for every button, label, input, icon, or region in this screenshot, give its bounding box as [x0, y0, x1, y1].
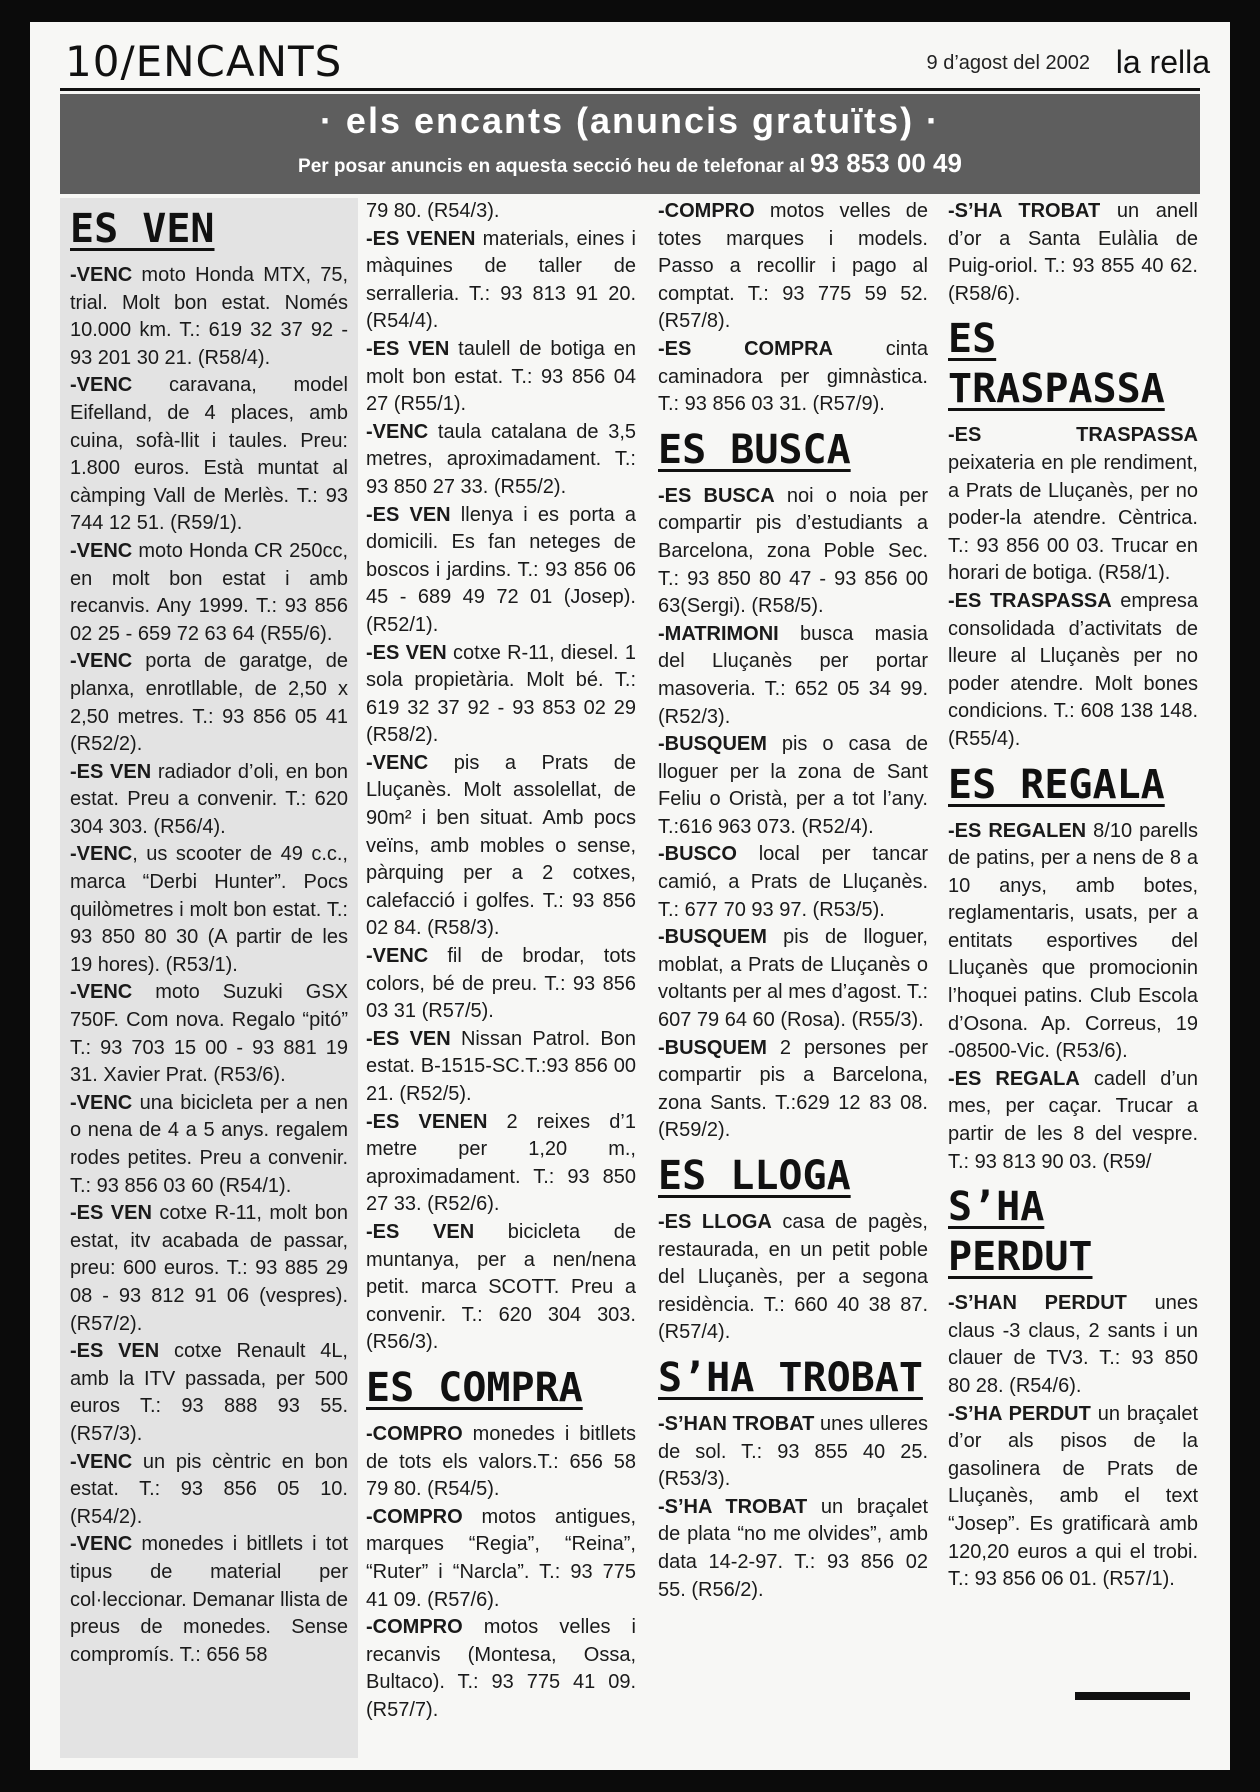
ad-text: cotxe Renault 4L, amb la ITV passada, per 500 euros T.: 93 888 93 55. (R57/3). [70, 1340, 348, 1445]
ad-text: pis de lloguer, moblat, a Prats de Lluçanès o voltants per al mes d’agost. T.: 607 79 64 60 (Rosa). (R55/3). [658, 926, 928, 1032]
classified-ad [366, 1421, 636, 1504]
ad-keyword: -VENC [70, 374, 133, 397]
classified-ad [366, 640, 636, 750]
publication-name: la rella [1115, 44, 1210, 80]
ad-keyword: -VENC [70, 843, 133, 866]
ad-text: cinta caminadora per gimnàstica. T.: 93 856 03 31. (R57/9). [658, 337, 928, 416]
ad-text: motos velles i recanvis (Montesa, Ossa, Bultaco). T.: 93 775 41 09.(R57/7). [366, 1616, 636, 1721]
ad-keyword: -ES VEN [366, 641, 447, 664]
classified-ad [948, 198, 1198, 308]
ad-keyword: -ES VEN [366, 337, 450, 360]
ad-text: porta de garatge, de planxa, enrotllable, de 2,50 x 2,50 metres. T.: 93 856 05 41 (R52/2). [70, 650, 348, 756]
header-rule [60, 88, 1200, 91]
ad-keyword: -VENC [70, 650, 133, 673]
classified-ad [70, 841, 348, 979]
classified-ad [366, 1026, 636, 1109]
ad-keyword: -COMPRO [658, 200, 755, 222]
ad-list [366, 198, 636, 1357]
section-heading-text: S’HA PERDUT [948, 1184, 1093, 1281]
ad-text: pis o casa de lloguer per la zona de Sant Feliu o Oristà, per a tot l’any. T.:616 963 073. (R52/4). [658, 733, 928, 838]
ad-text: fil de brodar, tots colors, bé de preu. T.: 93 856 03 31 (R57/5). [366, 945, 636, 1023]
classified-ad [70, 759, 348, 842]
ad-keyword: -S’HA TROBAT [658, 1495, 808, 1518]
section-heading-es-regala [948, 760, 1198, 810]
ad-text: Nissan Patrol. Bon estat. B-1515-SC.T.:93 856 00 21. (R52/5). [366, 1027, 636, 1105]
ad-text: un anell d’or a Santa Eulàlia de Puig-oriol. T.: 93 855 40 62. (R58/6). [948, 200, 1198, 305]
ad-text: empresa consolidada d’activitats de lleure al Lluçanès per no poder atendre. Molt bones condicions. T.: 608 138 148. (R55/4). [948, 589, 1199, 750]
ad-keyword: -ES TRASPASSA [948, 424, 1198, 447]
ad-keyword: -S’HA TROBAT [948, 200, 1101, 222]
banner-title: · els encants (anuncis gratuïts) · [319, 100, 941, 141]
classified-ad [658, 841, 928, 924]
classified-ad [366, 419, 636, 502]
classified-ad [70, 1531, 348, 1669]
classified-ad [70, 262, 348, 372]
ad-keyword: -ES VENEN [366, 227, 476, 250]
banner-subtitle [60, 148, 1200, 179]
ad-list [658, 483, 928, 1145]
section-heading-text: ES COMPRA [366, 1364, 583, 1411]
ad-keyword: -ES REGALEN [948, 819, 1087, 842]
classifieds-columns [60, 198, 1200, 1758]
classified-ad [366, 198, 636, 226]
ad-text: caravana, model Eifelland, de 4 places, amb cuina, sofà-llit i taules. Preu: 1.800 euros. Està muntat al càmping Vall de Merlès. T.: 93 744 12 51. (R59/1). [70, 374, 348, 535]
classified-ad [366, 750, 636, 943]
ad-text: moto Honda CR 250cc, en molt bon estat i amb recanvis. Any 1999. T.: 93 856 02 25 - 659 72 63 64 (R55/6). [70, 539, 348, 645]
classified-ad [948, 1066, 1198, 1176]
ad-keyword: -VENC [70, 1533, 133, 1556]
banner-phone: 93 853 00 49 [810, 148, 962, 178]
classified-ad [658, 1411, 928, 1494]
section-heading-text: ES LLOGA [658, 1153, 851, 1199]
ad-text: local per tancar camió, a Prats de Lluçanès. T.: 677 70 93 97. (R53/5). [658, 843, 928, 921]
ad-text: casa de pagès, restaurada, en un petit poble del Lluçanès, per a segona residència. T.: 660 40 38 87. (R57/4). [658, 1211, 928, 1344]
ad-keyword: -S’HAN PERDUT [948, 1292, 1127, 1315]
ad-list [658, 1411, 928, 1604]
ad-text: motos antigues, marques “Regia”, “Reina”, “Ruter” i “Narcla”. T.: 93 775 41 09. (R57/6). [366, 1505, 636, 1611]
ad-keyword: -VENC [70, 539, 133, 562]
end-mark [1075, 1692, 1190, 1700]
classified-ad [366, 1219, 636, 1357]
section-heading-text: ES REGALA [948, 761, 1165, 808]
section-banner [60, 94, 1200, 194]
ad-keyword: -ES VEN [70, 1340, 160, 1363]
ad-text: moto Suzuki GSX 750F. Com nova. Regalo “pitó” T.: 93 703 15 00 - 93 881 19 31. Xavier Prat. (R53/6). [70, 981, 348, 1087]
ad-list [948, 818, 1198, 1177]
ad-text: pis a Prats de Lluçanès. Molt assolellat, de 90m² i ben situat. Amb pocs veïns, amb mobles o sense, pàrquing per a 2 cotxes, calefacció i golfes. T.: 93 856 02 84. (R58/3). [366, 751, 636, 940]
ad-keyword: -ES VEN [70, 760, 152, 783]
ad-keyword: -ES LLOGA [658, 1211, 772, 1233]
ad-text: bicicleta de muntanya, per a nen/nena petit. marca SCOTT. Preu a convenir. T.: 620 304 303. (R56/3). [366, 1220, 636, 1354]
ad-text: una bicicleta per a nen o nena de 4 a 5 anys. regalem rodes petites. Preu a convenir. T.: 93 856 03 60 (R54/1). [70, 1091, 348, 1197]
ad-keyword: -BUSQUEM [658, 926, 767, 949]
ad-keyword: -ES VEN [366, 1027, 451, 1050]
classified-ad [948, 818, 1198, 1066]
classified-ad [658, 1035, 928, 1145]
ad-text: 79 80. (R54/3). [366, 200, 500, 222]
section-heading-es-traspassa [948, 314, 1198, 414]
ad-text: cotxe R-11, molt bon estat, itv acabada de passar, preu: 600 euros. T.: 93 885 29 08 - 93 812 91 06 (vespres). (R57/2). [70, 1202, 348, 1335]
ad-text: 8/10 parells de patins, per a nens de 8 a 10 anys, amb botes, reglamentaris, usats, per a entitats esportives del Lluçanès que promocionin l’hoquei patins. Club Escola d’Osona. Ap. Correus, 19 -08500-Vic. (R53/6). [948, 819, 1198, 1063]
ad-keyword: -COMPRO [366, 1422, 463, 1445]
ad-text: taula catalana de 3,5 metres, aproximadament. T.: 93 850 27 33. (R55/2). [366, 420, 636, 498]
ad-list [366, 1421, 636, 1725]
ad-text: llenya i es porta a domicili. Es fan neteges de boscos i jardins. T.: 93 856 06 45 - 689 49 72 01 (Josep). (R52/1). [366, 503, 636, 636]
classified-ad [366, 1109, 636, 1219]
page-number: 10/ENCANTS [65, 37, 343, 86]
ad-text: unes ulleres de sol. T.: 93 855 40 25. (R53/3). [658, 1412, 928, 1491]
ad-text: un braçalet de plata “no me olvides”, amb data 14-2-97. T.: 93 856 02 55. (R56/2). [658, 1495, 929, 1601]
ad-text: taulell de botiga en molt bon estat. T.: 93 856 04 27 (R55/1). [366, 337, 636, 416]
ad-keyword: -ES TRASPASSA [948, 589, 1112, 612]
classified-ad [70, 1090, 348, 1200]
ad-list [948, 1290, 1198, 1594]
ad-text: 2 persones per compartir pis a Barcelona, zona Sants. T.:629 12 83 08. (R59/2). [658, 1036, 928, 1142]
ad-keyword: -BUSCO [658, 843, 737, 866]
classified-ad [948, 422, 1198, 588]
ad-list [658, 198, 928, 419]
ad-keyword: -VENC [366, 420, 429, 443]
ad-text: 2 reixes d’1 metre per 1,20 m., aproximadament. T.: 93 850 27 33. (R52/6). [366, 1110, 636, 1216]
classified-ad [658, 924, 928, 1034]
ad-keyword: -ES VEN [70, 1202, 152, 1225]
ad-list [658, 1209, 928, 1347]
ad-text: un braçalet d’or als pisos de la gasolinera de Prats de Lluçanès, amb el text “Josep”. Es gratificarà amb 120,20 euros a qui el trobi. T.: 93 856 06 01. (R57/1). [948, 1402, 1199, 1591]
column-2 [358, 198, 644, 1758]
newspaper-page [30, 22, 1230, 1770]
section-heading-text: S’HA TROBAT [658, 1354, 923, 1401]
ad-keyword: -S’HA PERDUT [948, 1402, 1091, 1425]
ad-keyword: -VENC [366, 751, 429, 774]
ad-keyword: -ES VEN [366, 503, 451, 526]
ad-keyword: -MATRIMONI [658, 622, 779, 645]
ad-keyword: -VENC [70, 1450, 133, 1473]
ad-text: cadell d’un mes, per caçar. Trucar a partir de les 8 del vespre. T.: 93 813 90 03. (R59/ [948, 1067, 1199, 1173]
classified-ad [948, 1290, 1198, 1400]
section-heading-sha-perdut [948, 1182, 1198, 1282]
section-heading-text: ES TRASPASSA [948, 316, 1165, 413]
classified-ad [70, 648, 348, 758]
section-heading-es-lloga [658, 1151, 928, 1201]
ad-keyword: -ES VEN [366, 1220, 475, 1243]
classified-ad [658, 731, 928, 841]
column-4 [940, 198, 1206, 1758]
classified-ad [366, 502, 636, 640]
ad-keyword: -ES BUSCA [658, 484, 775, 507]
ad-text: motos velles de totes marques i models. Passo a recollir i pago al comptat. T.: 93 775 59 52. (R57/8). [658, 200, 928, 333]
section-heading-es-busca [658, 425, 928, 475]
classified-ad [366, 1614, 636, 1724]
classified-ad [658, 336, 928, 419]
ad-text: monedes i bitllets i tot tipus de material per col·leccionar. Demanar llista de preus de monedes. Sense compromís. T.: 656 58 [70, 1533, 348, 1666]
ad-keyword: -VENC [70, 981, 133, 1004]
ad-keyword: -VENC [70, 1091, 133, 1114]
ad-list [948, 198, 1198, 308]
section-heading-text: ES BUSCA [658, 426, 851, 473]
classified-ad [658, 1494, 928, 1604]
classified-ad [658, 483, 928, 621]
classified-ad [70, 1449, 348, 1532]
classified-ad [70, 979, 348, 1089]
ad-text: unes claus -3 claus, 2 sants i un clauer de TV3. T.: 93 850 80 28. (R54/6). [948, 1292, 1198, 1397]
classified-ad [366, 1504, 636, 1614]
ad-keyword: -VENC [70, 264, 133, 286]
ad-list [948, 422, 1198, 753]
column-3 [650, 198, 936, 1758]
classified-ad [948, 1401, 1198, 1594]
classified-ad [658, 198, 928, 336]
ad-text: materials, eines i màquines de taller de serralleria. T.: 93 813 91 20. (R54/4). [366, 227, 636, 333]
section-heading-sha-trobat [658, 1353, 928, 1403]
ad-keyword: -COMPRO [366, 1616, 463, 1639]
column-1 [60, 198, 358, 1758]
ad-text: monedes i bitllets de tots els valors.T.: 656 58 79 80. (R54/5). [366, 1422, 636, 1501]
classified-ad [366, 336, 636, 419]
ad-text: cotxe R-11, diesel. 1 sola propietària. Molt bé. T.: 619 32 37 92 - 93 853 02 29 (R58/2). [366, 641, 636, 747]
ad-text: peixateria en ple rendiment, a Prats de Lluçanès, per no poder-la atendre. Cèntrica. T.: 93 856 00 03. Trucar en horari de botiga. (R58/1). [948, 451, 1198, 585]
classified-ad [70, 538, 348, 648]
ad-text: , us scooter de 49 c.c., marca “Derbi Hunter”. Pocs quilòmetres i molt bon estat. T.: 93 850 80 30 (A partir de les 19 hores). (R53/1). [70, 843, 348, 976]
classified-ad [70, 1200, 348, 1338]
ad-keyword: -ES REGALA [948, 1067, 1080, 1090]
banner-subtitle-text: Per posar anuncis en aquesta secció heu de telefonar al [298, 156, 805, 177]
ad-text: moto Honda MTX, 75, trial. Molt bon estat. Només 10.000 km. T.: 619 32 37 92 - 93 201 30 21. (R58/4). [70, 264, 348, 369]
classified-ad [658, 621, 928, 731]
ad-text: busca masia del Lluçanès per portar masoveria. T.: 652 05 34 99. (R52/3). [658, 622, 928, 728]
ad-text: radiador d’oli, en bon estat. Preu a convenir. T.: 620 304 303. (R56/4). [70, 760, 348, 838]
ad-list [70, 262, 348, 1669]
classified-ad [70, 372, 348, 538]
section-heading-es-compra [366, 1363, 636, 1413]
ad-text: noi o noia per compartir pis d’estudiants a Barcelona, zona Poble Sec. T.: 93 850 80 47 - 93 856 00 63(Sergi). (R58/5). [658, 484, 928, 618]
classified-ad [70, 1338, 348, 1448]
ad-keyword: -ES COMPRA [658, 337, 833, 360]
issue-date: 9 d’agost del 2002 [926, 52, 1090, 74]
classified-ad [366, 226, 636, 336]
section-heading-es-ven [70, 204, 348, 254]
ad-keyword: -S’HAN TROBAT [658, 1412, 815, 1435]
section-heading-text: ES VEN [70, 206, 215, 252]
classified-ad [366, 943, 636, 1026]
ad-keyword: -COMPRO [366, 1505, 463, 1528]
classified-ad [658, 1209, 928, 1347]
ad-keyword: -BUSQUEM [658, 1036, 767, 1059]
ad-keyword: -BUSQUEM [658, 733, 767, 756]
ad-text: un pis cèntric en bon estat. T.: 93 856 05 10. (R54/2). [70, 1450, 348, 1528]
ad-keyword: -VENC [366, 945, 429, 968]
classified-ad [948, 588, 1198, 754]
ad-keyword: -ES VENEN [366, 1110, 488, 1133]
